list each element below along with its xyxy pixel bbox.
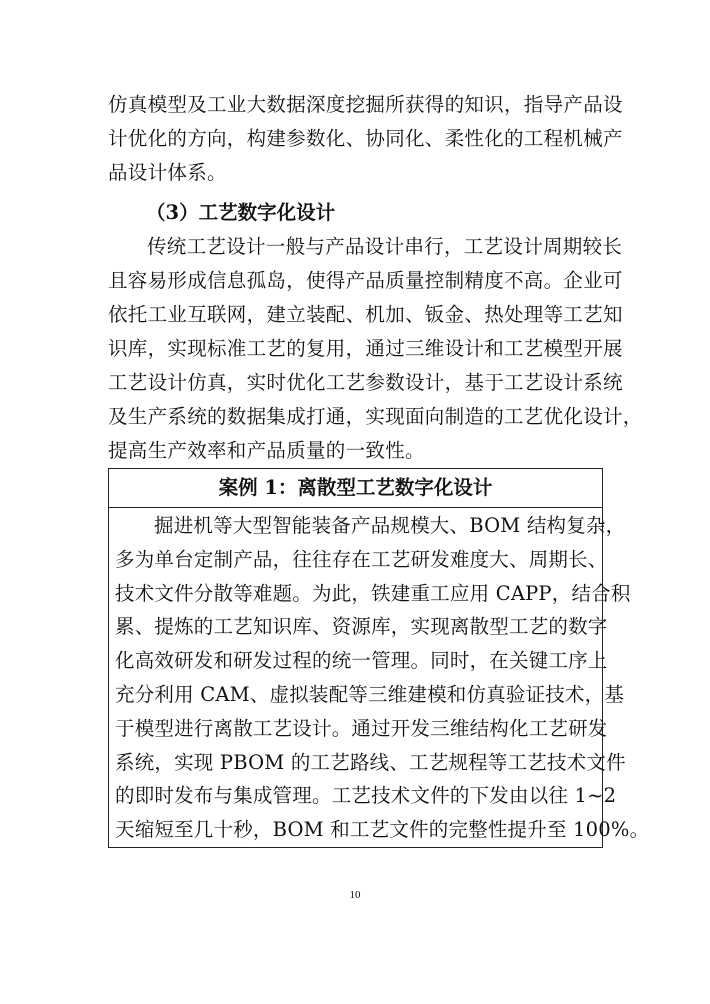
paragraph-line: 工艺设计仿真，实时优化工艺参数设计，基于工艺设计系统 bbox=[108, 371, 623, 394]
paragraph-line: 计优化的方向，构建参数化、协同化、柔性化的工程机械产 bbox=[108, 127, 623, 150]
case-line: 的即时发布与集成管理。工艺技术文件的下发由以往 1~2 bbox=[115, 784, 617, 808]
paragraph-line: 提高生产效率和产品质量的一致性。 bbox=[108, 439, 425, 462]
paragraph-line: 依托工业互联网，建立装配、机加、钣金、热处理等工艺知 bbox=[108, 303, 623, 326]
paragraph-process-design bbox=[108, 230, 643, 468]
case-line: 于模型进行离散工艺设计。通过开发三维结构化工艺研发 bbox=[115, 716, 608, 740]
section-heading: （3）工艺数字化设计 bbox=[146, 201, 336, 224]
case-line: 系统，实现 PBOM 的工艺路线、工艺规程等工艺技术文件 bbox=[115, 750, 626, 774]
case-line: 技术文件分散等难题。为此，铁建重工应用 CAPP，结合积 bbox=[115, 581, 631, 605]
page-number: 10 bbox=[349, 889, 361, 901]
paragraph-line: 且容易形成信息孤岛，使得产品质量控制精度不高。企业可 bbox=[108, 269, 623, 292]
case-line: 多为单台定制产品，往往存在工艺研发难度大、周期长、 bbox=[115, 547, 608, 571]
paragraph-line: 品设计体系。 bbox=[108, 161, 227, 184]
paragraph-line: 识库，实现标准工艺的复用，通过三维设计和工艺模型开展 bbox=[108, 337, 623, 360]
paragraph-line: 传统工艺设计一般与产品设计串行，工艺设计周期较长 bbox=[147, 235, 623, 258]
case-box bbox=[108, 468, 650, 848]
case-line: 化高效研发和研发过程的统一管理。同时，在关键工序上 bbox=[115, 649, 608, 673]
case-line: 充分利用 CAM、虚拟装配等三维建模和仿真验证技术，基 bbox=[115, 682, 625, 706]
paragraph-line: 及生产系统的数据集成打通，实现面向制造的工艺优化设计， bbox=[108, 405, 643, 428]
case-title: 案例 1：离散型工艺数字化设计 bbox=[109, 469, 602, 508]
case-line: 天缩短至几十秒，BOM 和工艺文件的完整性提升至 100%。 bbox=[115, 818, 650, 842]
case-line: 掘进机等大型智能装备产品规模大、BOM 结构复杂， bbox=[154, 514, 626, 537]
case-line: 累、提炼的工艺知识库、资源库，实现离散型工艺的数字 bbox=[115, 615, 608, 639]
paragraph-product-design bbox=[108, 88, 623, 190]
case-body bbox=[115, 509, 650, 847]
paragraph-line: 仿真模型及工业大数据深度挖掘所获得的知识，指导产品设 bbox=[108, 93, 623, 116]
